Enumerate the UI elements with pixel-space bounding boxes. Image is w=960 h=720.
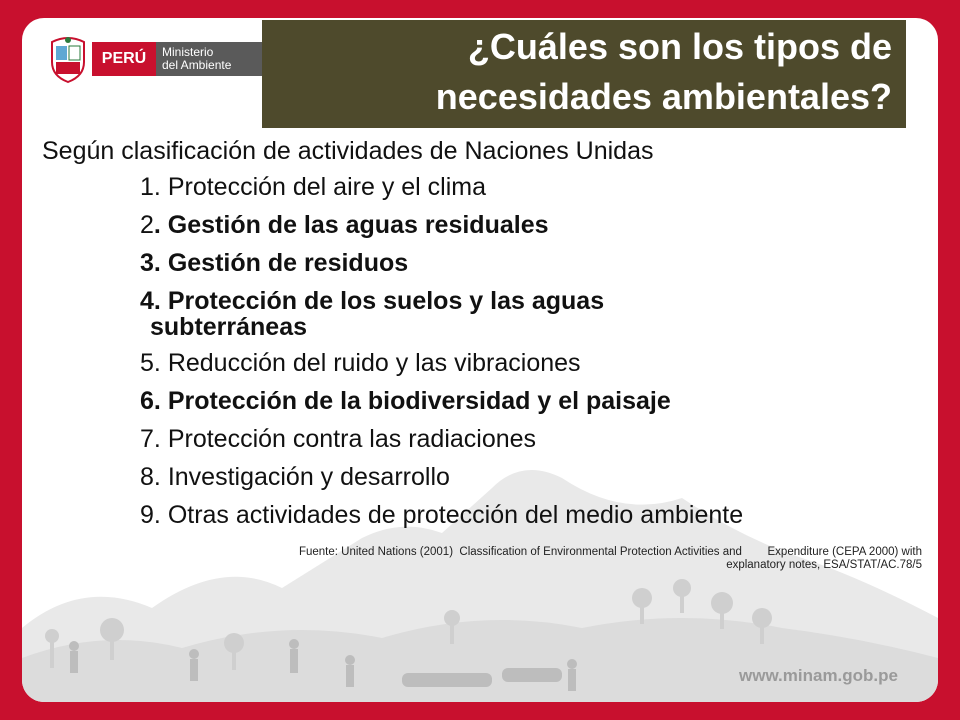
needs-list [42, 168, 922, 534]
minam-logo [48, 30, 278, 90]
slide-canvas [22, 18, 938, 702]
list-item [140, 344, 922, 382]
item-text: Protección del aire y el clima [167, 173, 487, 201]
source-line2: explanatory notes, ESA/STAT/AC.78/5 [726, 559, 922, 571]
item-number: 8. [140, 463, 161, 491]
slide-title-line2: necesidades ambientales? [435, 76, 892, 117]
item-text: Protección contra las radiaciones [167, 425, 537, 453]
item-number: 2 [140, 211, 154, 239]
item-text: Protección de los suelos y las aguas [167, 287, 605, 315]
item-number: 3. [140, 249, 161, 277]
logo-ministry [156, 42, 278, 76]
item-text: Protección de la biodiversidad y el paisaje [167, 387, 671, 415]
list-item [140, 206, 922, 244]
source-citation [112, 546, 922, 572]
item-number: 6. [140, 387, 161, 415]
item-number: 1. [140, 173, 161, 201]
slide-title-line1: ¿Cuáles son los tipos de [467, 26, 892, 67]
list-item [140, 496, 922, 534]
source-line1: Fuente: United Nations (2001) Classification of Environmental Protection Activities and Expenditure (CEPA 2000) with [298, 546, 922, 558]
item-number: 9. [140, 501, 161, 529]
list-item [140, 420, 922, 458]
item-text: Gestión de residuos [167, 249, 409, 277]
item-text: Investigación y desarrollo [167, 463, 450, 491]
item-number: 4. [140, 287, 161, 315]
item-number: 7. [140, 425, 161, 453]
item-text-continued: subterráneas [150, 313, 308, 341]
list-item [140, 458, 922, 496]
list-item [140, 282, 922, 344]
item-text: Otras actividades de protección del medio ambiente [167, 501, 744, 529]
slide-title [262, 20, 906, 128]
list-item [140, 168, 922, 206]
slide-body [42, 134, 922, 534]
item-number: 5. [140, 349, 161, 377]
logo-country: PERÚ [92, 42, 156, 76]
list-item [140, 382, 922, 420]
intro-text: Según clasificación de actividades de Naciones Unidas [42, 137, 654, 165]
footer-url: www.minam.gob.pe [739, 666, 898, 685]
item-text: Reducción del ruido y las vibraciones [167, 349, 581, 377]
peru-coat-of-arms-icon [48, 34, 88, 84]
item-text: . Gestión de las aguas residuales [153, 211, 549, 239]
list-item [140, 244, 922, 282]
logo-ministry-line1: Ministerio [162, 45, 214, 59]
logo-ministry-line2: del Ambiente [162, 58, 232, 72]
